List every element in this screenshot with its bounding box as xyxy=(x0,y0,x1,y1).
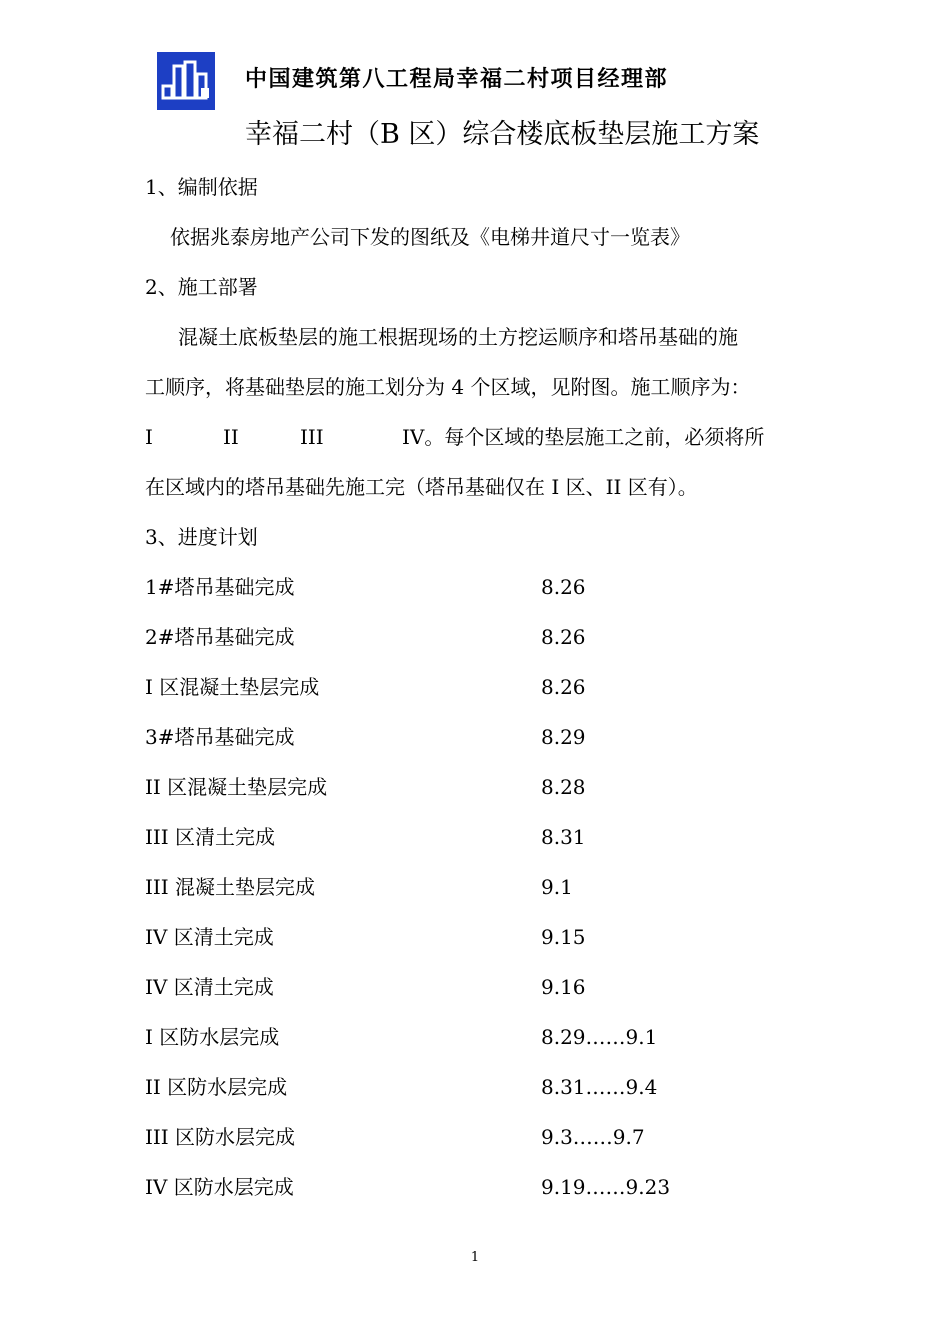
schedule-item-label: II 区混凝土垫层完成 xyxy=(145,775,328,799)
schedule-item-label: III 区防水层完成 xyxy=(145,1125,296,1149)
schedule-item-date: 9.16 xyxy=(541,975,586,999)
section-2-line-4: 在区域内的塔吊基础先施工完（塔吊基础仅在 I 区、II 区有）。 xyxy=(145,475,698,499)
document-title: 幸福二村（B 区）综合楼底板垫层施工方案 xyxy=(245,119,760,150)
schedule-item-date: 8.26 xyxy=(541,575,586,599)
schedule-item-date: 8.29 xyxy=(541,725,586,749)
schedule-item-label: 3#塔吊基础完成 xyxy=(145,725,295,749)
schedule-item-label: I 区混凝土垫层完成 xyxy=(145,675,320,699)
section-1-heading: 1、编制依据 xyxy=(145,175,258,199)
schedule-item-label: IV 区清土完成 xyxy=(145,925,274,949)
zone-ii-label: II xyxy=(223,425,239,449)
schedule-item-label: III 区清土完成 xyxy=(145,825,276,849)
schedule-item-date: 9.19……9.23 xyxy=(541,1175,671,1199)
schedule-item-date: 8.28 xyxy=(541,775,586,799)
section-2-heading: 2、施工部署 xyxy=(145,275,258,299)
schedule-item-label: I 区防水层完成 xyxy=(145,1025,280,1049)
section-2-line-1: 混凝土底板垫层的施工根据现场的土方挖运顺序和塔吊基础的施 xyxy=(178,325,738,349)
schedule-item-date: 8.31……9.4 xyxy=(541,1075,658,1099)
zone-i-label: I xyxy=(145,425,153,449)
company-logo xyxy=(157,52,215,110)
schedule-item-date: 8.29……9.1 xyxy=(541,1025,658,1049)
schedule-item-date: 8.26 xyxy=(541,625,586,649)
section-3-heading: 3、进度计划 xyxy=(145,525,258,549)
schedule-item-date: 8.31 xyxy=(541,825,586,849)
schedule-item-label: IV 区防水层完成 xyxy=(145,1175,294,1199)
schedule-item-date: 9.3……9.7 xyxy=(541,1125,645,1149)
page-number: 1 xyxy=(470,1250,480,1265)
schedule-item-label: II 区防水层完成 xyxy=(145,1075,288,1099)
zone-iv-text: IV。每个区域的垫层施工之前，必须将所 xyxy=(402,425,765,449)
schedule-item-label: 2#塔吊基础完成 xyxy=(145,625,295,649)
schedule-item-date: 9.15 xyxy=(541,925,586,949)
schedule-item-date: 8.26 xyxy=(541,675,586,699)
schedule-item-label: 1#塔吊基础完成 xyxy=(145,575,295,599)
zone-iii-label: III xyxy=(300,425,324,449)
schedule-item-label: III 混凝土垫层完成 xyxy=(145,875,316,899)
section-2-line-2: 工顺序，将基础垫层的施工划分为 4 个区域，见附图。施工顺序为： xyxy=(145,375,751,399)
schedule-item-date: 9.1 xyxy=(541,875,573,899)
schedule-item-label: IV 区清土完成 xyxy=(145,975,274,999)
company-name: 中国建筑第八工程局幸福二村项目经理部 xyxy=(245,67,669,92)
section-1-body: 依据兆泰房地产公司下发的图纸及《电梯井道尺寸一览表》 xyxy=(170,225,690,249)
